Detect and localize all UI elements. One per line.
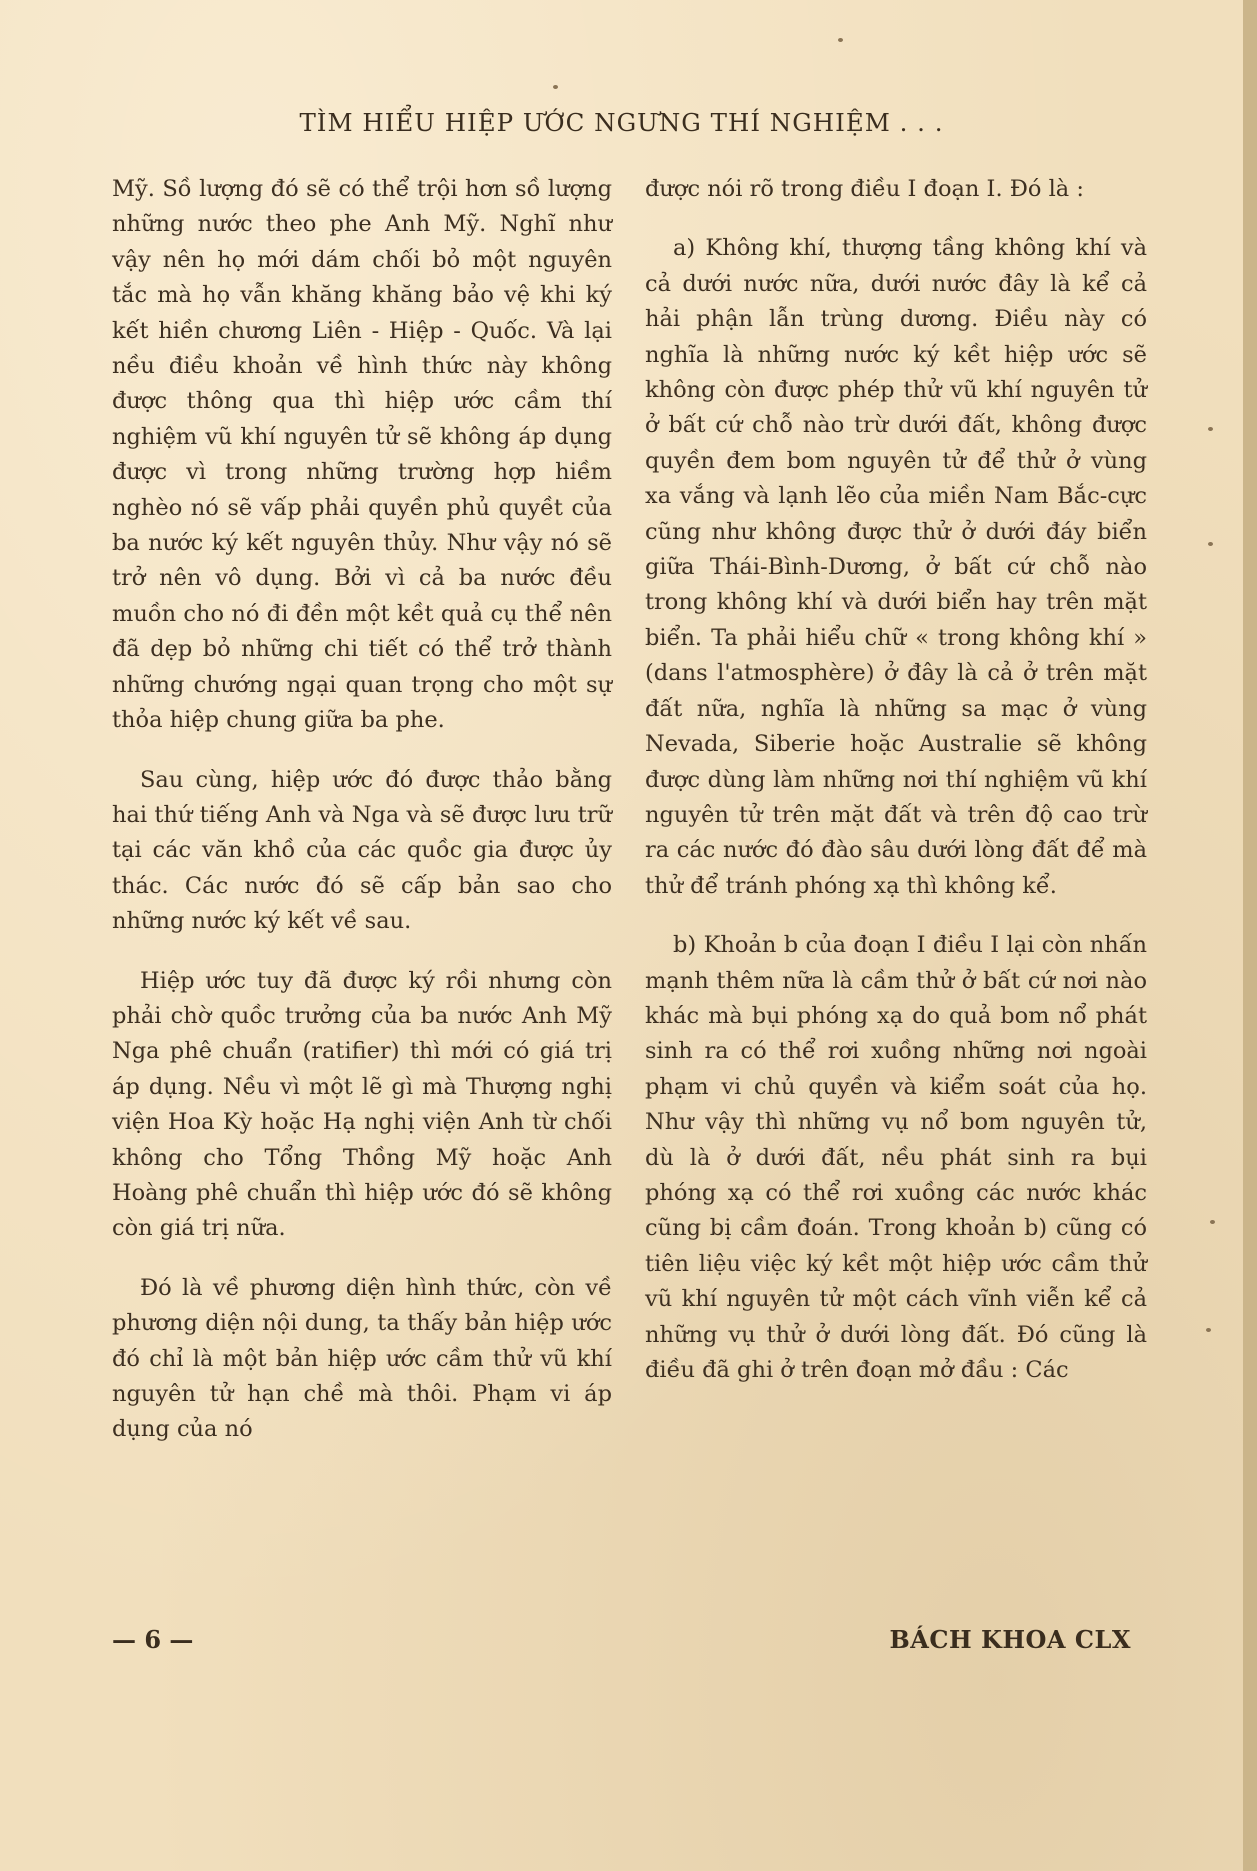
right-column bbox=[645, 172, 1147, 1388]
paper-speck bbox=[838, 38, 843, 42]
running-head: TÌM HIỂU HIỆP ƯỚC NGƯNG THÍ NGHIỆM . . . bbox=[299, 108, 944, 137]
left-paragraph-3: Hiệp ước tuy đã được ký rồi nhưng còn phải chờ quồc trưởng của ba nước Anh Mỹ Nga phê chuẩn (ratifier) thì mới có giá trị áp dụng. Nều vì một lẽ gì mà Thượng nghị viện Hoa Kỳ hoặc Hạ nghị viện Anh từ chối không cho Tổng Thồng Mỹ hoặc Anh Hoàng phê chuẩn thì hiệp ước đó sẽ không còn giá trị nữa. bbox=[112, 967, 612, 1242]
paper-speck bbox=[553, 85, 558, 89]
left-paragraph-1: Mỹ. Sồ lượng đó sẽ có thể trội hơn sồ lượng những nước theo phe Anh Mỹ. Nghĩ như vậy nên họ mới dám chối bỏ một nguyên tắc mà họ vẫn khăng khăng bảo vệ khi ký kết hiền chương Liên - Hiệp - Quốc. Và lại nều điều khoản về hình thức này không được thông qua thì hiệp ước cầm thí nghiệm vũ khí nguyên tử sẽ không áp dụng được vì trong những trường hợp hiềm nghèo nó sẽ vấp phải quyền phủ quyềt của ba nước ký kết nguyên thủy. Như vậy nó sẽ trở nên vô dụng. Bởi vì cả ba nước đều muồn cho nó đi đền một kềt quả cụ thể nên đã dẹp bỏ những chi tiết có thể trở thành những chướng ngại quan trọng cho một sự thỏa hiệp chung giữa ba phe. bbox=[112, 176, 612, 734]
page-number: — 6 — bbox=[112, 1625, 194, 1654]
paper-speck bbox=[1206, 1328, 1211, 1332]
right-paragraph-1: được nói rõ trong điều I đoạn I. Đó là : bbox=[645, 176, 1084, 202]
left-paragraph-4: Đó là về phương diện hình thức, còn về phương diện nội dung, ta thấy bản hiệp ước đó chỉ là một bản hiệp ước cầm thử vũ khí nguyên tử hạn chề mà thôi. Phạm vi áp dụng của nó bbox=[112, 1274, 612, 1443]
left-paragraph-2: Sau cùng, hiệp ước đó được thảo bằng hai thứ tiếng Anh và Nga và sẽ được lưu trữ tại các văn khồ của các quồc gia được ủy thác. Các nước đó sẽ cấp bản sao cho những nước ký kết về sau. bbox=[112, 766, 612, 935]
journal-name: BÁCH KHOA CLX bbox=[889, 1625, 1131, 1654]
right-paragraph-3: b) Khoản b của đoạn I điều I lại còn nhấn mạnh thêm nữa là cầm thử ở bất cứ nơi nào khác mà bụi phóng xạ do quả bom nổ phát sinh ra có thể rơi xuồng những nơi ngoài phạm vi chủ quyền và kiểm soát của họ. Như vậy thì những vụ nổ bom nguyên tử, dù là ở dưới đất, nều phát sinh ra bụi phóng xạ có thể rơi xuồng các nước khác cũng bị cầm đoán. Trong khoản b) cũng có tiên liệu việc ký kềt một hiệp ước cầm thử vũ khí nguyên tử một cách vĩnh viễn kể cả những vụ thử ở dưới lòng đất. Đó cũng là điều đã ghi ở trên đoạn mở đầu : Các bbox=[645, 932, 1147, 1383]
paper-speck bbox=[1208, 542, 1213, 546]
paper-speck bbox=[1208, 427, 1213, 431]
right-paragraph-2: a) Không khí, thượng tầng không khí và cả dưới nước nữa, dưới nước đây là kể cả hải phận lẫn trùng dương. Điều này có nghĩa là những nước ký kềt hiệp ước sẽ không còn được phép thử vũ khí nguyên tử ở bất cứ chỗ nào trừ dưới đất, không được quyền đem bom nguyên tử để thử ở vùng xa vắng và lạnh lẽo của miền Nam Bắc-cực cũng như không được thử ở dưới đáy biển giữa Thái-Bình-Dương, ở bất cứ chỗ nào trong không khí và dưới biển hay trên mặt biển. Ta phải hiểu chữ « trong không khí » (dans l'atmosphère) ở đây là cả ở trên mặt đất nữa, nghĩa là những sa mạc ở vùng Nevada, Siberie hoặc Australie sẽ không được dùng làm những nơi thí nghiệm vũ khí nguyên tử trên mặt đất và trên độ cao trừ ra các nước đó đào sâu dưới lòng đất để mà thử để tránh phóng xạ thì không kể. bbox=[645, 235, 1147, 899]
paper-speck bbox=[1210, 1220, 1215, 1224]
left-column bbox=[112, 172, 612, 1448]
